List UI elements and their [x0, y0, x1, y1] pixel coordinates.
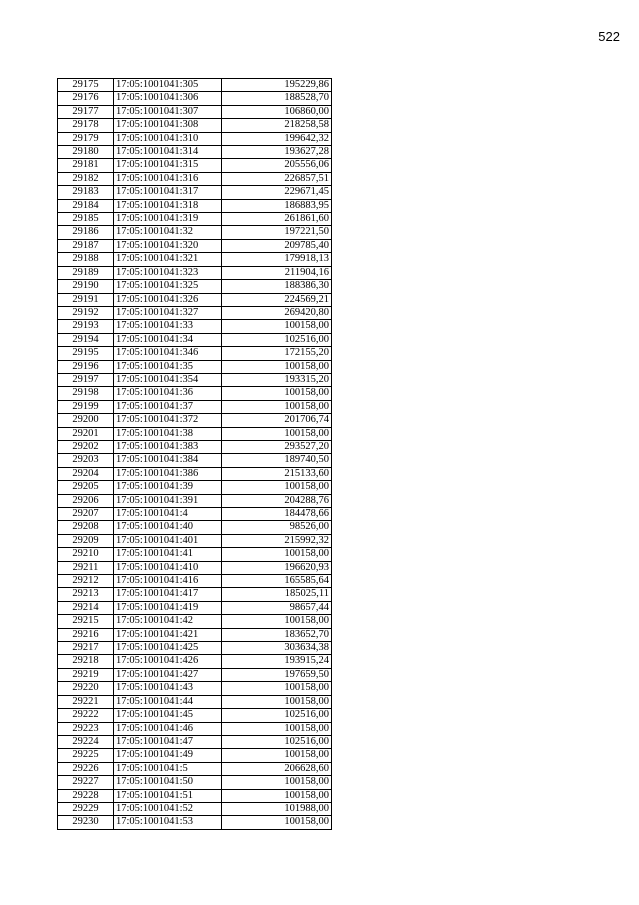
- amount-cell: 303634,38: [222, 642, 332, 655]
- table-row: [58, 802, 332, 815]
- amount-cell: 100158,00: [222, 722, 332, 735]
- amount-cell: 215133,60: [222, 467, 332, 480]
- amount-cell: 196620,93: [222, 561, 332, 574]
- amount-cell: 100158,00: [222, 387, 332, 400]
- page-number: 522: [598, 29, 620, 44]
- table-row: [58, 280, 332, 293]
- amount-cell: 101988,00: [222, 802, 332, 815]
- cadastral-number-cell: 17:05:1001041:386: [114, 467, 222, 480]
- row-number-cell: 29198: [58, 387, 114, 400]
- cadastral-number-cell: 17:05:1001041:45: [114, 709, 222, 722]
- row-number-cell: 29214: [58, 601, 114, 614]
- row-number-cell: 29187: [58, 239, 114, 252]
- amount-cell: 261861,60: [222, 213, 332, 226]
- table-row: [58, 146, 332, 159]
- row-number-cell: 29178: [58, 119, 114, 132]
- amount-cell: 188528,70: [222, 92, 332, 105]
- cadastral-number-cell: 17:05:1001041:317: [114, 186, 222, 199]
- amount-cell: 197221,50: [222, 226, 332, 239]
- cadastral-number-cell: 17:05:1001041:33: [114, 320, 222, 333]
- row-number-cell: 29223: [58, 722, 114, 735]
- amount-cell: 100158,00: [222, 320, 332, 333]
- table-row: [58, 655, 332, 668]
- cadastral-number-cell: 17:05:1001041:49: [114, 749, 222, 762]
- amount-cell: 102516,00: [222, 333, 332, 346]
- row-number-cell: 29211: [58, 561, 114, 574]
- cadastral-number-cell: 17:05:1001041:354: [114, 373, 222, 386]
- row-number-cell: 29221: [58, 695, 114, 708]
- table-row: [58, 119, 332, 132]
- table-row: [58, 239, 332, 252]
- cadastral-number-cell: 17:05:1001041:316: [114, 172, 222, 185]
- row-number-cell: 29186: [58, 226, 114, 239]
- amount-cell: 185025,11: [222, 588, 332, 601]
- row-number-cell: 29177: [58, 105, 114, 118]
- row-number-cell: 29180: [58, 146, 114, 159]
- cadastral-number-cell: 17:05:1001041:43: [114, 682, 222, 695]
- cadastral-number-cell: 17:05:1001041:314: [114, 146, 222, 159]
- amount-cell: 172155,20: [222, 347, 332, 360]
- table-row: [58, 387, 332, 400]
- amount-cell: 201706,74: [222, 414, 332, 427]
- amount-cell: 100158,00: [222, 776, 332, 789]
- table-row: [58, 172, 332, 185]
- cadastral-number-cell: 17:05:1001041:410: [114, 561, 222, 574]
- cadastral-number-cell: 17:05:1001041:42: [114, 615, 222, 628]
- cadastral-number-cell: 17:05:1001041:321: [114, 253, 222, 266]
- row-number-cell: 29200: [58, 414, 114, 427]
- amount-cell: 186883,95: [222, 199, 332, 212]
- amount-cell: 106860,00: [222, 105, 332, 118]
- amount-cell: 188386,30: [222, 280, 332, 293]
- row-number-cell: 29183: [58, 186, 114, 199]
- row-number-cell: 29201: [58, 427, 114, 440]
- table-row: [58, 642, 332, 655]
- amount-cell: 193315,20: [222, 373, 332, 386]
- table-row: [58, 508, 332, 521]
- table-row: [58, 588, 332, 601]
- table-row: [58, 454, 332, 467]
- amount-cell: 100158,00: [222, 695, 332, 708]
- table-row: [58, 213, 332, 226]
- cadastral-number-cell: 17:05:1001041:5: [114, 762, 222, 775]
- amount-cell: 100158,00: [222, 682, 332, 695]
- row-number-cell: 29212: [58, 575, 114, 588]
- row-number-cell: 29209: [58, 534, 114, 547]
- row-number-cell: 29202: [58, 440, 114, 453]
- cadastral-number-cell: 17:05:1001041:325: [114, 280, 222, 293]
- table-row: [58, 79, 332, 92]
- row-number-cell: 29190: [58, 280, 114, 293]
- table-row: [58, 494, 332, 507]
- cadastral-number-cell: 17:05:1001041:41: [114, 548, 222, 561]
- cadastral-number-cell: 17:05:1001041:40: [114, 521, 222, 534]
- amount-cell: 102516,00: [222, 709, 332, 722]
- row-number-cell: 29206: [58, 494, 114, 507]
- row-number-cell: 29229: [58, 802, 114, 815]
- cadastral-number-cell: 17:05:1001041:36: [114, 387, 222, 400]
- amount-cell: 209785,40: [222, 239, 332, 252]
- cadastral-number-cell: 17:05:1001041:417: [114, 588, 222, 601]
- cadastral-number-cell: 17:05:1001041:46: [114, 722, 222, 735]
- row-number-cell: 29188: [58, 253, 114, 266]
- row-number-cell: 29181: [58, 159, 114, 172]
- row-number-cell: 29205: [58, 481, 114, 494]
- amount-cell: 100158,00: [222, 816, 332, 829]
- row-number-cell: 29175: [58, 79, 114, 92]
- table-row: [58, 467, 332, 480]
- cadastral-number-cell: 17:05:1001041:426: [114, 655, 222, 668]
- cadastral-number-cell: 17:05:1001041:47: [114, 735, 222, 748]
- table-row: [58, 333, 332, 346]
- table-row: [58, 306, 332, 319]
- table-row: [58, 548, 332, 561]
- amount-cell: 100158,00: [222, 615, 332, 628]
- cadastral-number-cell: 17:05:1001041:326: [114, 293, 222, 306]
- table-row: [58, 789, 332, 802]
- table-row: [58, 695, 332, 708]
- amount-cell: 211904,16: [222, 266, 332, 279]
- cadastral-number-cell: 17:05:1001041:346: [114, 347, 222, 360]
- table-body: [58, 79, 332, 830]
- row-number-cell: 29227: [58, 776, 114, 789]
- table-row: [58, 373, 332, 386]
- row-number-cell: 29219: [58, 668, 114, 681]
- table-row: [58, 735, 332, 748]
- cadastral-number-cell: 17:05:1001041:315: [114, 159, 222, 172]
- table-row: [58, 521, 332, 534]
- table-row: [58, 749, 332, 762]
- amount-cell: 100158,00: [222, 481, 332, 494]
- amount-cell: 184478,66: [222, 508, 332, 521]
- table-row: [58, 414, 332, 427]
- table-row: [58, 709, 332, 722]
- amount-cell: 165585,64: [222, 575, 332, 588]
- amount-cell: 197659,50: [222, 668, 332, 681]
- row-number-cell: 29182: [58, 172, 114, 185]
- cadastral-number-cell: 17:05:1001041:383: [114, 440, 222, 453]
- amount-cell: 100158,00: [222, 749, 332, 762]
- row-number-cell: 29210: [58, 548, 114, 561]
- amount-cell: 193915,24: [222, 655, 332, 668]
- cadastral-number-cell: 17:05:1001041:306: [114, 92, 222, 105]
- cadastral-number-cell: 17:05:1001041:320: [114, 239, 222, 252]
- row-number-cell: 29215: [58, 615, 114, 628]
- amount-cell: 224569,21: [222, 293, 332, 306]
- amount-cell: 218258,58: [222, 119, 332, 132]
- amount-cell: 199642,32: [222, 132, 332, 145]
- cadastral-number-cell: 17:05:1001041:372: [114, 414, 222, 427]
- amount-cell: 100158,00: [222, 548, 332, 561]
- cadastral-number-cell: 17:05:1001041:319: [114, 213, 222, 226]
- row-number-cell: 29218: [58, 655, 114, 668]
- table-row: [58, 776, 332, 789]
- amount-cell: 195229,86: [222, 79, 332, 92]
- row-number-cell: 29192: [58, 306, 114, 319]
- table-row: [58, 561, 332, 574]
- table-row: [58, 575, 332, 588]
- row-number-cell: 29226: [58, 762, 114, 775]
- cadastral-number-cell: 17:05:1001041:416: [114, 575, 222, 588]
- row-number-cell: 29194: [58, 333, 114, 346]
- amount-cell: 100158,00: [222, 360, 332, 373]
- table-row: [58, 722, 332, 735]
- amount-cell: 215992,32: [222, 534, 332, 547]
- table-row: [58, 682, 332, 695]
- amount-cell: 183652,70: [222, 628, 332, 641]
- amount-cell: 229671,45: [222, 186, 332, 199]
- row-number-cell: 29225: [58, 749, 114, 762]
- amount-cell: 189740,50: [222, 454, 332, 467]
- cadastral-number-cell: 17:05:1001041:310: [114, 132, 222, 145]
- cadastral-number-cell: 17:05:1001041:427: [114, 668, 222, 681]
- row-number-cell: 29224: [58, 735, 114, 748]
- table-row: [58, 668, 332, 681]
- cadastral-number-cell: 17:05:1001041:323: [114, 266, 222, 279]
- amount-cell: 102516,00: [222, 735, 332, 748]
- cadastral-number-cell: 17:05:1001041:318: [114, 199, 222, 212]
- amount-cell: 269420,80: [222, 306, 332, 319]
- row-number-cell: 29203: [58, 454, 114, 467]
- table-row: [58, 92, 332, 105]
- cadastral-number-cell: 17:05:1001041:37: [114, 400, 222, 413]
- amount-cell: 204288,76: [222, 494, 332, 507]
- cadastral-number-cell: 17:05:1001041:32: [114, 226, 222, 239]
- table-row: [58, 253, 332, 266]
- row-number-cell: 29179: [58, 132, 114, 145]
- table-row: [58, 601, 332, 614]
- row-number-cell: 29216: [58, 628, 114, 641]
- cadastral-number-cell: 17:05:1001041:38: [114, 427, 222, 440]
- row-number-cell: 29228: [58, 789, 114, 802]
- table-row: [58, 347, 332, 360]
- table-row: [58, 132, 332, 145]
- cadastral-number-cell: 17:05:1001041:421: [114, 628, 222, 641]
- row-number-cell: 29207: [58, 508, 114, 521]
- amount-cell: 98657,44: [222, 601, 332, 614]
- cadastral-number-cell: 17:05:1001041:327: [114, 306, 222, 319]
- table-row: [58, 400, 332, 413]
- cadastral-number-cell: 17:05:1001041:51: [114, 789, 222, 802]
- table-row: [58, 615, 332, 628]
- cadastral-number-cell: 17:05:1001041:34: [114, 333, 222, 346]
- table-row: [58, 159, 332, 172]
- cadastral-number-cell: 17:05:1001041:384: [114, 454, 222, 467]
- cadastral-number-cell: 17:05:1001041:425: [114, 642, 222, 655]
- amount-cell: 179918,13: [222, 253, 332, 266]
- row-number-cell: 29204: [58, 467, 114, 480]
- row-number-cell: 29220: [58, 682, 114, 695]
- table-row: [58, 105, 332, 118]
- row-number-cell: 29230: [58, 816, 114, 829]
- cadastral-number-cell: 17:05:1001041:305: [114, 79, 222, 92]
- amount-cell: 193627,28: [222, 146, 332, 159]
- table-row: [58, 199, 332, 212]
- cadastral-number-cell: 17:05:1001041:50: [114, 776, 222, 789]
- cadastral-number-cell: 17:05:1001041:307: [114, 105, 222, 118]
- amount-cell: 100158,00: [222, 789, 332, 802]
- row-number-cell: 29199: [58, 400, 114, 413]
- row-number-cell: 29208: [58, 521, 114, 534]
- row-number-cell: 29193: [58, 320, 114, 333]
- row-number-cell: 29217: [58, 642, 114, 655]
- cadastral-number-cell: 17:05:1001041:52: [114, 802, 222, 815]
- cadastral-number-cell: 17:05:1001041:44: [114, 695, 222, 708]
- table-row: [58, 226, 332, 239]
- amount-cell: 226857,51: [222, 172, 332, 185]
- table-row: [58, 481, 332, 494]
- row-number-cell: 29176: [58, 92, 114, 105]
- row-number-cell: 29213: [58, 588, 114, 601]
- data-table: [57, 78, 332, 830]
- cadastral-number-cell: 17:05:1001041:39: [114, 481, 222, 494]
- table-row: [58, 762, 332, 775]
- table-row: [58, 427, 332, 440]
- cadastral-number-cell: 17:05:1001041:4: [114, 508, 222, 521]
- table-row: [58, 293, 332, 306]
- row-number-cell: 29184: [58, 199, 114, 212]
- row-number-cell: 29222: [58, 709, 114, 722]
- cadastral-number-cell: 17:05:1001041:53: [114, 816, 222, 829]
- cadastral-number-cell: 17:05:1001041:35: [114, 360, 222, 373]
- row-number-cell: 29185: [58, 213, 114, 226]
- amount-cell: 205556,06: [222, 159, 332, 172]
- table-row: [58, 440, 332, 453]
- cadastral-number-cell: 17:05:1001041:419: [114, 601, 222, 614]
- row-number-cell: 29197: [58, 373, 114, 386]
- amount-cell: 293527,20: [222, 440, 332, 453]
- amount-cell: 98526,00: [222, 521, 332, 534]
- table-row: [58, 360, 332, 373]
- table-row: [58, 186, 332, 199]
- amount-cell: 100158,00: [222, 427, 332, 440]
- table-row: [58, 534, 332, 547]
- row-number-cell: 29191: [58, 293, 114, 306]
- table-row: [58, 266, 332, 279]
- row-number-cell: 29189: [58, 266, 114, 279]
- row-number-cell: 29195: [58, 347, 114, 360]
- table-row: [58, 320, 332, 333]
- table-row: [58, 628, 332, 641]
- table-row: [58, 816, 332, 829]
- row-number-cell: 29196: [58, 360, 114, 373]
- amount-cell: 100158,00: [222, 400, 332, 413]
- cadastral-number-cell: 17:05:1001041:308: [114, 119, 222, 132]
- cadastral-number-cell: 17:05:1001041:401: [114, 534, 222, 547]
- amount-cell: 206628,60: [222, 762, 332, 775]
- cadastral-number-cell: 17:05:1001041:391: [114, 494, 222, 507]
